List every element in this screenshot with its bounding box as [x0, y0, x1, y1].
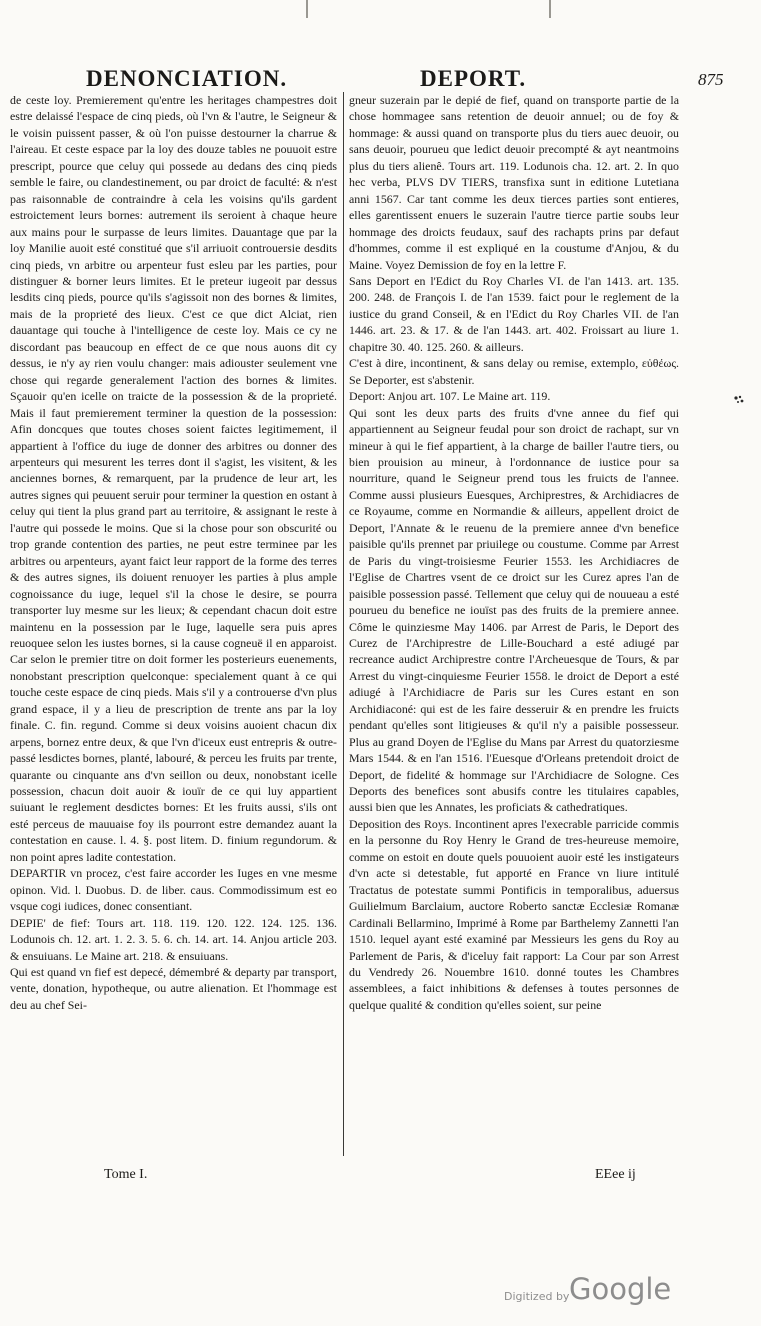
ink-speck-icon	[732, 393, 746, 407]
digitized-by-label: Digitized by	[504, 1290, 570, 1303]
paragraph: gneur suzerain par le depié de fief, quand on transporte partie de la chose hommagee sans retention de deuoir annuel; ou de foy & hommage: & aussi quand on transporte plus du tiers auec deuoir, ou sans deuoir, pourueu que ledict deuoir precompté & ayt neantmoins plus du tiers alienê. Tours art. 119. Lodunois cha. 12. art. 2. In quo hec verba, PLVS DV TIERS, transfixa sunt in editione Lutetiana anni 1567. Car tant comme les deux tierces parties sont entieres, elles garentissent enuers le suzerain l'autre tierce partie soubs leur hommage des droicts feudaux, sauf des rachapts prins par defaut d'hommes, comme il est expliqué en la coustume d'Anjou, & du Maine. Voyez Demission de foy en la lettre F.	[349, 93, 679, 272]
scan-rule-mark	[549, 0, 551, 18]
paragraph: Qui est quand vn fief est depecé, démembré & departy par transport, vente, donation, hypotheque, ou autre alienation. Et l'hommage est deu au chef Sei-	[10, 965, 337, 1012]
paragraph: de ceste loy. Premierement qu'entre les heritages champestres doit estre delaissé l'espace de cinq pieds, où l'vn & l'autre, le Seigneur & le voisin puissent passer, & où l'on puisse destourner la charrue & l'aireau. Et ceste espace par la loy des douze tables ne pouuoit estre prescript, pource que celuy qui possede au dedans des cinq pieds semble le faire, ou clandestinement, ou par droict de faculté: & n'est pas raisonnable de contraindre à cela les voisins qu'ils gardent estroictement leurs bornes: autrement ils seroient à chaque heure aux mains pour le surpasse de leurs limites. Dauantage que par la loy Manilie auoit esté constitué que s'il arriuoit controuersie desdits cinq pieds, vn arbitre ou arpenteur fust esleu par les parties, pour distinguer & borner leurs limites. Et le preteur iugeoit par dessus lesdits cinq pieds, pource qu'ils s'agissoit non des bornes & limites, mais de la proprieté des lieux. C'est ce que dict Alciat, rien dauantage qui touche à l'intelligence de ceste loy. Mais ce cy ne discordant pas beaucoup en effect de ce que nous auons dit cy dessus, ie n'y ay rien voulu changer: mais adiouster seulement vne chose qui regarde generalement l'action des bornes & limites. Sçauoir qu'en icelle on traicte de la possession & de la proprieté. Mais il faut premierement terminer la question de la possession: Afin doncques que toutes choses soient faictes legitimement, il appartient à l'office du iuge de donner des arbitres ou donner des arpenteurs qui mesurent les terres dont il s'agist, les visitent, & les anciennes bornes, & remarquent, par la prudence de leur art, les autres signes qui peuuent seruir pour terminer la question en ostant à celuy qui tient la plus grand part au territoire, & assignant le reste à l'autre qui possede le moins. Que si la chose pour son obscurité ou trop grande contention des parties, ne peut estre terminee par les arbitres ou arpenteurs, ayant faict leur rapport de la forme des terres & des autres signes, ils doiuent renuoyer les parties à plus ample cognoissance du iuge, lequel s'il la chose le desire, se pourra transporter luy mesme sur les lieux; & cependant chacun doit estre maintenu en la possession par le Iuge, laquelle sera puis apres reuoquee selon les iustes bornes, si la cause cogneuë il en apparoist. Car selon le premier titre on doit former les posterieurs euenements, nonobstant prescription quelconque: specialement quant à ce qui touche ceste espace de cinq pieds. Mais s'il y a controuerse d'vn plus grand espace, il y a lieu de prescription de trente ans par la loy finale. C. fin. regund. Comme si deux voisins auoient chacun dix arpens, bornez entre deux, & que l'vn d'iceux eust entrepris & outre-passé lesdictes bornes, planté, labouré, & perceu les fruits par trente, quarante ou cinquante ans d'vn seillon ou deux, nonobstant icelle possession, chacun doit auoir & iouïr de ce qui luy appartient suiuant le reglement desdictes bornes: Et les fruits aussi, s'ils ont esté perceus de mauuaise foy ils pourront estre demandez auant la contestation en cause. l. 4. §. post litem. D. finium regundorum. & non point apres ladite contestation.	[10, 93, 337, 864]
left-column	[10, 92, 337, 1168]
right-running-head: DEPORT.	[420, 66, 527, 91]
paragraph: DEPIE' de fief: Tours art. 118. 119. 120. 122. 124. 125. 136. Lodunois ch. 12. art. 1. 2. 3. 5. 6. ch. 14. art. 14. Anjou article 203. & ensuiuans. Le Maine art. 218. & ensuiuans.	[10, 915, 337, 963]
google-logo: Google	[569, 1272, 672, 1306]
paragraph: C'est à dire, incontinent, & sans delay ou remise, extemplo, εὐθέως. Se Deporter, est s'abstenir.	[349, 356, 679, 387]
column-divider	[343, 92, 344, 1156]
page-number: 875	[698, 70, 724, 89]
scan-rule-mark	[306, 0, 308, 18]
paragraph: Sans Deport en l'Edict du Roy Charles VI. de l'an 1413. art. 135. 200. 248. de François I. de l'an 1539. faict pour le reglement de la iustice du grand Conseil, & en l'Edict du Roy Charles VII. de l'an 1446. art. 23. & 17. & de l'an 1443. art. 402. Froissart au liure 1. chapitre 30. 40. 125. 260. & ailleurs.	[349, 273, 679, 354]
paragraph: Deport: Anjou art. 107. Le Maine art. 119.	[349, 389, 551, 404]
paragraph: DEPARTIR vn procez, c'est faire accorder les Iuges en vne mesme opinon. Vid. l. Duobus. D. de liber. caus. Commodissimum est eo vsque cogi iudices, donec consentiant.	[10, 866, 337, 914]
paragraph: Qui sont les deux parts des fruits d'vne annee du fief qui appartiennent au Seigneur feudal pour son droict de rachapt, sur vn mineur à qui le fief appartient, à la charge de bailler l'autre tiers, ou bien prouision au mineur, à l'ordonnance de iustice pour sa nourriture, quand le Seigneur prend tous les fruicts de l'annee. Comme aussi plusieurs Euesques, Archiprestres, & Archidiacres de ce Royaume, comme en Normandie & ailleurs, appellent droict de Deport, l'Annate & le reuenu de la premiere annee d'vn benefice paisible qu'ils prennet par priuilege ou coustume. Comme par Arrest de Paris du vingt-troisiesme Feurier 1553. les Archidiacres de l'Eglise de Chartres vsent de ce droict sur les Curez apres l'an de paisible possession passé. Tellement que celuy qui de nouueau a esté pourueu du benefice ne iouïst pas des fruits de la premiere annee. Côme le quinziesme May 1406. par Arrest de Paris, le Deport des Curez de l'Archiprestre de Lille-Bouchard a esté adiugé par recreance audict Archiprestre contre l'Archeuesque de Tours, & par Arrest du vingt-cinquiesme Feurier 1558. le droict de Deport a esté adiugé à l'Archidiacre de Paris sur les Cures estant en son Archidiaconé: qui est de les faire desseruir & en prendre les fruicts pendant qu'elles sont litigieuses & qu'il n'y a paisible possesseur. Plus au grand Doyen de l'Eglise du Mans par Arrest du quatorziesme Mars 1544. & en l'an 1516. l'Euesque d'Orleans pretendoit droict de Deport, de fidelité & hommage sur l'Archidiacre de Sologne. Ces Deports des benefices sont abusifs contre les titulaires capables, aussi bien que les Annates, les proficiats & cathedratiques.	[349, 405, 679, 815]
paragraph: Deposition des Roys. Incontinent apres l'execrable parricide commis en la personne du Roy Henry le Grand de tres-heureuse memoire, comme on estoit en doute quels pouuoient auoir esté les instigateurs d'vn acte si detestable, fut apporté en France vn liure intitulé Tractatus de potestate summi Pontificis in temporalibus, aduersus Guilielmum Barclaium, auctore Roberto sanctæ Ecclesiæ Romanæ Cardinali Bellarmino, Imprimé à Rome par Barthelemy Zannetti l'an 1510. lequel ayant esté examiné par Messieurs les gens du Roy au Parlement de Paris, & d'iceluy fait rapport: La Cour par son Arrest du Vendredy 26. Nouembre 1610. donné toutes les Chambres assemblees, a faict inhibitions & defenses à toutes personnes de quelque qualité & condition qu'elles soient, sur peine	[349, 816, 679, 1012]
left-running-head: DENONCIATION.	[86, 66, 288, 91]
signature-mark: EEee ij	[595, 1167, 636, 1182]
right-column	[349, 92, 679, 1157]
volume-label: Tome I.	[104, 1167, 148, 1182]
